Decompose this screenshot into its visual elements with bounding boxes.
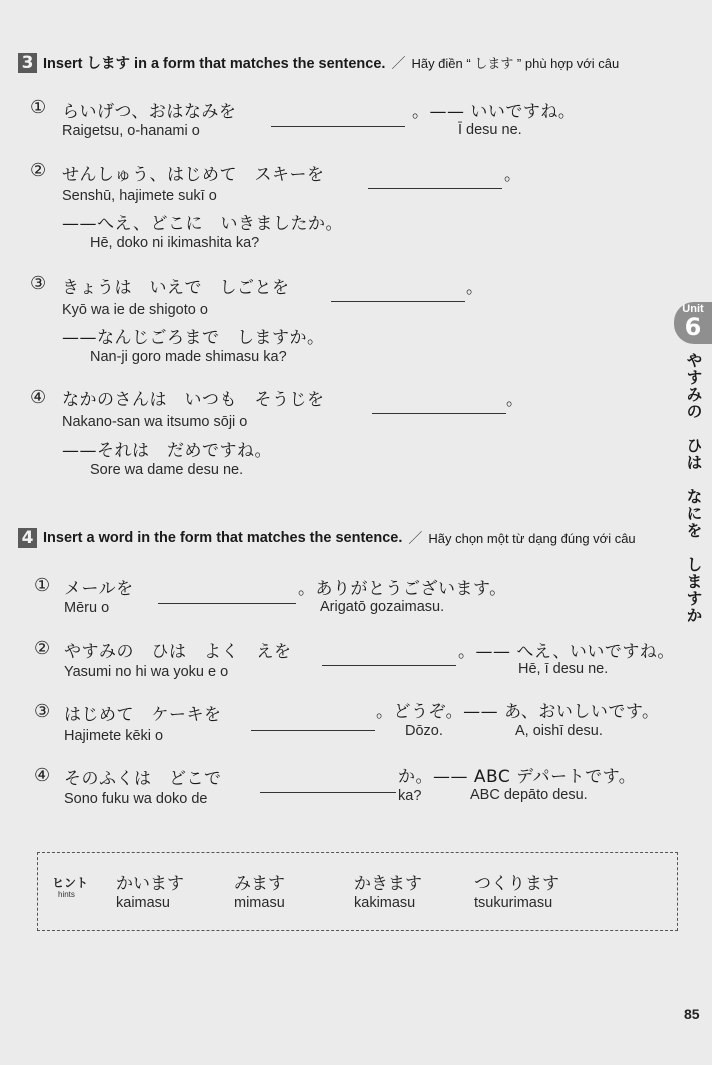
- s4-q2-blank[interactable]: [322, 665, 456, 666]
- hint-word-1-jp: かいます: [116, 874, 184, 894]
- section-4-separator: ／: [408, 530, 423, 546]
- s4-q1-jp-tail: 。ありがとうございます。: [298, 579, 507, 599]
- s4-q4-jp: そのふくは どこで: [64, 769, 222, 789]
- s3-q1-blank[interactable]: [271, 126, 405, 127]
- s3-q2-number: ②: [30, 160, 47, 181]
- page-number: 85: [684, 1006, 700, 1022]
- s3-q2-reply-jp: ——へえ、どこに いきましたか。: [62, 214, 344, 234]
- s3-q3-reply-romaji: Nan-ji goro made shimasu ka?: [90, 349, 287, 365]
- s4-q1-romaji: Mēru o: [64, 600, 110, 616]
- section-3-title-en: Insert します in a form that matches the sentence.: [43, 56, 386, 72]
- s3-q2-romaji: Senshū, hajimete sukī o: [62, 188, 217, 204]
- s4-q2-number: ②: [34, 638, 51, 659]
- hint-word-4-romaji: tsukurimasu: [474, 895, 553, 911]
- section-3-title-vi: Hãy điền “ します ” phù hợp với câu: [411, 56, 620, 71]
- s3-q1-romaji-tail: Ī desu ne.: [458, 122, 522, 138]
- s3-q3-jp: きょうは いえで しごとを: [62, 278, 290, 298]
- s3-q1-number: ①: [30, 97, 47, 118]
- s3-q4-jp-tail: 。: [506, 390, 524, 410]
- s3-q2-reply-romaji: Hē, doko ni ikimashita ka?: [90, 235, 260, 251]
- s4-q1-jp: メールを: [64, 579, 134, 599]
- s3-q2-jp: せんしゅう、はじめて スキーを: [62, 165, 325, 185]
- s4-q4-romaji-tail-a: ka?: [398, 788, 422, 804]
- s4-q1-number: ①: [34, 575, 51, 596]
- s3-q3-blank[interactable]: [331, 301, 465, 302]
- section-4-header: [18, 528, 636, 548]
- section-4-number: 4: [18, 528, 37, 548]
- s4-q2-romaji-tail: Hē, ī desu ne.: [518, 661, 609, 677]
- section-3-header: [18, 52, 619, 73]
- hint-word-4-jp: つくります: [474, 874, 559, 894]
- unit-label: Unit: [682, 303, 704, 315]
- s3-q4-number: ④: [30, 387, 47, 408]
- s3-q1-romaji: Raigetsu, o-hanami o: [62, 123, 200, 139]
- s4-q4-romaji-tail-b: ABC depāto desu.: [470, 787, 588, 803]
- section-4-title-vi: Hãy chọn một từ dạng đúng với câu: [428, 530, 636, 546]
- s4-q4-jp-tail: か。—— ABC デパートです。: [398, 767, 637, 787]
- hint-word-2-romaji: mimasu: [234, 895, 285, 911]
- unit-vertical-title: やすみの ひは なにを しますか: [684, 352, 703, 624]
- s4-q2-romaji: Yasumi no hi wa yoku e o: [64, 664, 229, 680]
- s3-q3-jp-tail: 。: [466, 278, 484, 298]
- hint-word-2-jp: みます: [234, 874, 285, 894]
- section-3-number: 3: [18, 53, 37, 73]
- s4-q1-blank[interactable]: [158, 603, 296, 604]
- hints-sublabel: hints: [58, 890, 75, 899]
- s3-q2-jp-tail: 。: [504, 165, 522, 185]
- s3-q3-number: ③: [30, 273, 47, 294]
- s3-q3-romaji: Kyō wa ie de shigoto o: [62, 302, 208, 318]
- hint-word-1-romaji: kaimasu: [116, 895, 170, 911]
- s4-q3-jp-tail: 。どうぞ。—— あ、おいしいです。: [376, 702, 660, 722]
- s4-q4-number: ④: [34, 765, 51, 786]
- s4-q3-romaji-tail-b: A, oishī desu.: [515, 723, 603, 739]
- s4-q3-blank[interactable]: [251, 730, 375, 731]
- s3-q3-reply-jp: ——なんじごろまで しますか。: [62, 328, 325, 348]
- s3-q4-jp: なかのさんは いつも そうじを: [62, 390, 325, 410]
- s4-q3-romaji-tail-a: Dōzo.: [405, 723, 443, 739]
- unit-number: 6: [684, 313, 702, 341]
- s4-q2-jp: やすみの ひは よく えを: [64, 642, 292, 662]
- s3-q4-romaji: Nakano-san wa itsumo sōji o: [62, 414, 248, 430]
- section-3-separator: ／: [391, 54, 406, 71]
- s4-q4-romaji: Sono fuku wa doko de: [64, 791, 208, 807]
- s4-q1-romaji-tail: Arigatō gozaimasu.: [320, 599, 445, 615]
- s3-q4-reply-jp: ——それは だめですね。: [62, 441, 272, 461]
- s3-q1-jp-tail: 。—— いいですね。: [412, 102, 576, 122]
- s4-q3-jp: はじめて ケーキを: [64, 705, 222, 725]
- hints-box: [37, 852, 678, 931]
- hints-label: ヒント: [52, 876, 89, 890]
- s4-q2-jp-tail: 。—— へえ、いいですね。: [458, 642, 675, 662]
- s4-q3-romaji: Hajimete kēki o: [64, 728, 164, 744]
- s4-q3-number: ③: [34, 701, 51, 722]
- s3-q4-reply-romaji: Sore wa dame desu ne.: [90, 462, 244, 478]
- s3-q4-blank[interactable]: [372, 413, 506, 414]
- section-4-title-en: Insert a word in the form that matches the sentence.: [43, 530, 403, 546]
- hint-word-3-romaji: kakimasu: [354, 895, 416, 911]
- s3-q1-jp: らいげつ、おはなみを: [62, 102, 237, 122]
- hint-word-3-jp: かきます: [354, 874, 422, 894]
- unit-tab: [674, 302, 712, 344]
- s3-q2-blank[interactable]: [368, 188, 502, 189]
- s4-q4-blank[interactable]: [260, 792, 396, 793]
